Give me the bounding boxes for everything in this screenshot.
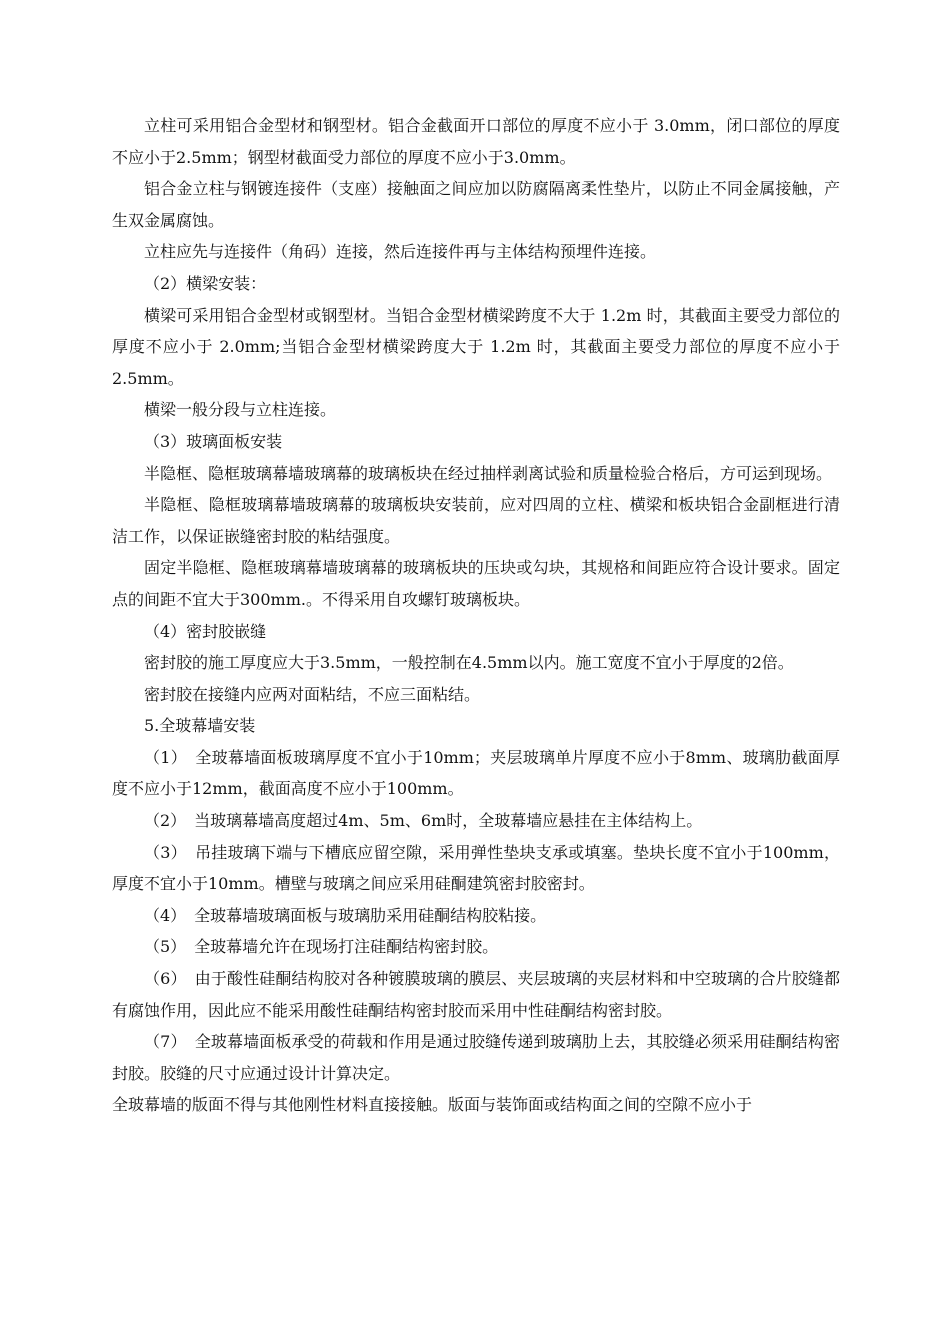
list-item-1: （1） 全玻幕墙面板玻璃厚度不宜小于10mm；夹层玻璃单片厚度不应小于8mm、玻璃肋截面厚度不应小于12mm，截面高度不应小于100mm。 bbox=[112, 747, 840, 799]
list-item-6: （6） 由于酸性硅酮结构胶对各种镀膜玻璃的膜层、夹层玻璃的夹层材料和中空玻璃的合片胶缝都有腐蚀作用，因此应不能采用酸性硅酮结构密封胶而采用中性硅酮结构密封胶。 bbox=[112, 969, 840, 1020]
paragraph-transom-connection: 横梁一般分段与立柱连接。 bbox=[144, 400, 337, 420]
paragraph-sealant-thickness: 密封胶的施工厚度应大于3.5mm，一般控制在4.5mm以内。施工宽度不宜小于厚度的2倍。 bbox=[144, 653, 794, 673]
heading-sealant-joint: （4）密封胶嵌缝 bbox=[144, 621, 267, 641]
list-item-7: （7） 全玻幕墙面板承受的荷载和作用是通过胶缝传递到玻璃肋上去，其胶缝必须采用硅酮结构密封胶。胶缝的尺寸应通过设计计算决定。 bbox=[112, 1032, 840, 1083]
paragraph-sealant-bonding: 密封胶在接缝内应两对面粘结，不应三面粘结。 bbox=[144, 684, 481, 704]
paragraph-transom-materials: 横梁可采用铝合金型材或钢型材。当铝合金型材横梁跨度不大于 1.2m 时，其截面主要受力部位的厚度不应小于 2.0mm;当铝合金型材横梁跨度大于 1.2m 时，其截面主要受力部位的厚度不应小于2.5mm。 bbox=[112, 305, 840, 388]
list-item-4: （4） 全玻幕墙玻璃面板与玻璃肋采用硅酮结构胶粘接。 bbox=[144, 905, 547, 925]
paragraph-mullion-gasket: 铝合金立柱与钢镀连接件（支座）接触面之间应加以防腐隔离柔性垫片，以防止不同金属接触，产生双金属腐蚀。 bbox=[112, 179, 840, 230]
document-page bbox=[112, 110, 840, 1121]
paragraph-mullion-connection: 立柱应先与连接件（角码）连接，然后连接件再与主体结构预埋件连接。 bbox=[144, 242, 657, 262]
paragraph-mullion-materials: 立柱可采用铝合金型材和钢型材。铝合金截面开口部位的厚度不应小于 3.0mm，闭口部位的厚度不应小于2.5mm；钢型材截面受力部位的厚度不应小于3.0mm。 bbox=[112, 116, 840, 167]
list-item-3: （3） 吊挂玻璃下端与下槽底应留空隙，采用弹性垫块支承或填塞。垫块长度不宜小于100mm，厚度不宜小于10mm。槽壁与玻璃之间应采用硅酮建筑密封胶密封。 bbox=[112, 842, 840, 894]
paragraph-panel-contact: 全玻幕墙的版面不得与其他刚性材料直接接触。版面与装饰面或结构面之间的空隙不应小于 bbox=[112, 1095, 753, 1115]
list-item-2: （2） 当玻璃幕墙高度超过4m、5m、6m时，全玻幕墙应悬挂在主体结构上。 bbox=[144, 811, 703, 831]
paragraph-glass-panel-cleaning: 半隐框、隐框玻璃幕墙玻璃幕的玻璃板块安装前，应对四周的立柱、横梁和板块铝合金副框进行清洁工作，以保证嵌缝密封胶的粘结强度。 bbox=[112, 495, 840, 546]
paragraph-glass-panel-inspection: 半隐框、隐框玻璃幕墙玻璃幕的玻璃板块在经过抽样剥离试验和质量检验合格后，方可运到现场。 bbox=[144, 463, 833, 483]
heading-full-glass-curtain-wall: 5.全玻幕墙安装 bbox=[144, 716, 256, 736]
heading-glass-panel-installation: （3）玻璃面板安装 bbox=[144, 431, 283, 451]
paragraph-glass-panel-fixing: 固定半隐框、隐框玻璃幕墙玻璃幕的玻璃板块的压块或勾块，其规格和间距应符合设计要求。固定点的间距不宜大于300mm.。不得采用自攻螺钉玻璃板块。 bbox=[112, 558, 840, 609]
heading-transom-installation: （2）横梁安装： bbox=[144, 273, 267, 293]
list-item-5: （5） 全玻幕墙允许在现场打注硅酮结构密封胶。 bbox=[144, 937, 499, 957]
